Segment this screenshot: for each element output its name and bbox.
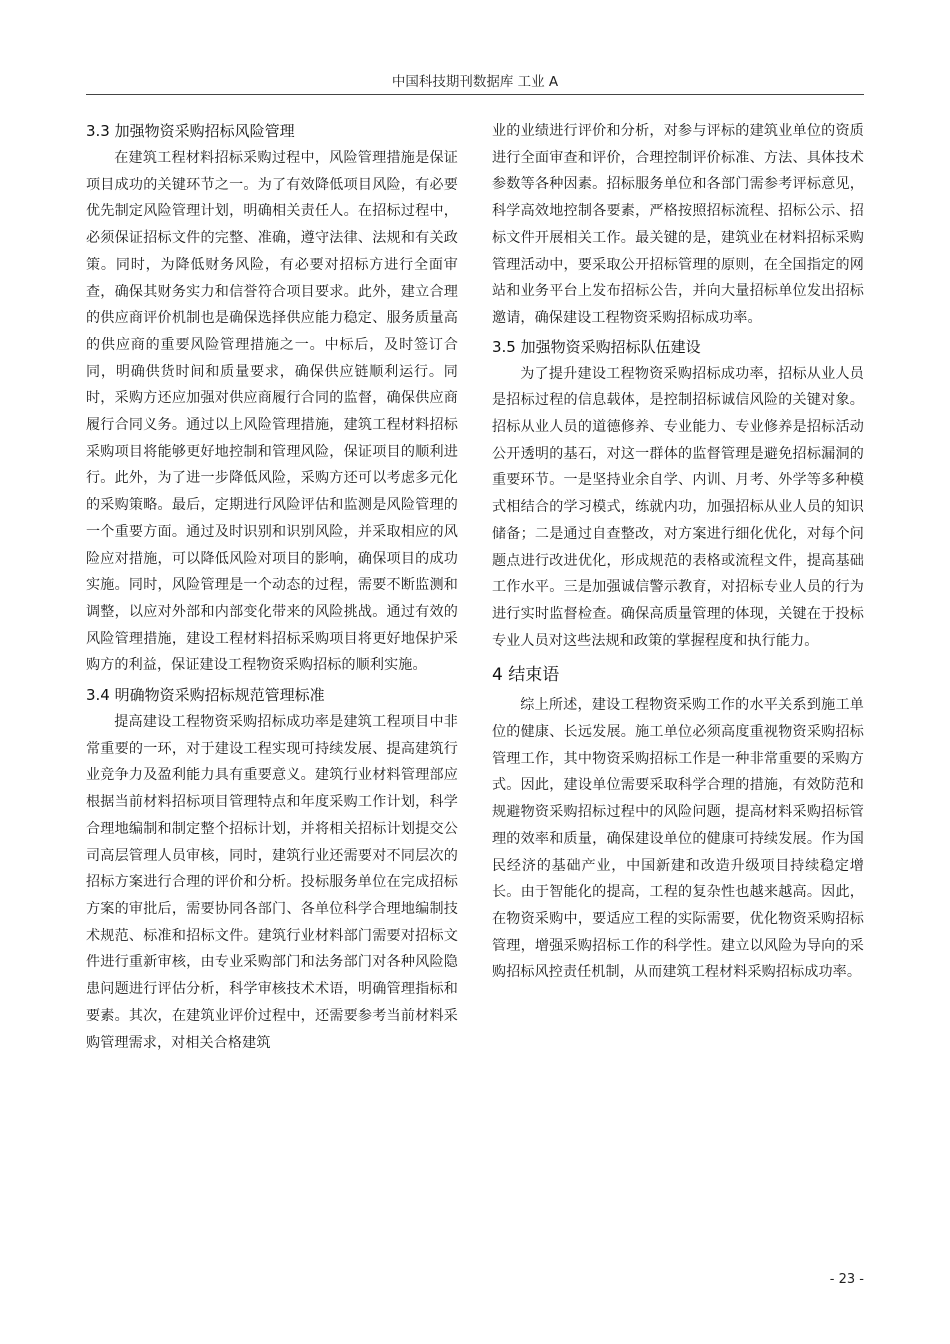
section-3-5-paragraph: 为了提升建设工程物资采购招标成功率，招标从业人员是招标过程的信息载体，是控制招标诚信风险的关键对象。招标从业人员的道德修养、专业能力、专业修养是招标活动公开透明的基石，对这一群体的监督管理是避免招标漏洞的重要环节。一是坚持业余自学、内训、月考、外学等多种模式相结合的学习模式，练就内功，加强招标从业人员的知识储备；二是通过自查整改，对方案进行细化优化，对每个问题点进行改进优化，形成规范的表格或流程文件，提高基础工作水平。三是加强诚信警示教育，对招标专业人员的行为进行实时监督检查。确保高质量管理的体现，关键在于投标专业人员对这些法规和政策的掌握程度和执行能力。 [492, 365, 864, 649]
section-4-heading: 4 结束语 [492, 665, 560, 686]
section-3-4-paragraph: 提高建设工程物资采购招标成功率是建筑工程项目中非常重要的一环，对于建设工程实现可持续发展、提高建筑行业竞争力及盈利能力具有重要意义。建筑行业材料管理部应根据当前材料招标项目管理特点和年度采购工作计划，科学合理地编制和制定整个招标计划，并将相关招标计划提交公司高层管理人员审核，同时，建筑行业还需要对不同层次的招标方案进行合理的评价和分析。投标服务单位在完成招标方案的审批后，需要协同各部门、各单位科学合理地编制技术规范、标准和招标文件。建筑行业材料部门需要对招标文件进行重新审核，由专业采购部门和法务部门对各种风险隐患问题进行评估分析，科学审核技术术语，明确管理指标和要素。其次，在建筑业评价过程中，还需要参考当前材料采购管理需求，对相关合格建筑 [86, 714, 458, 1051]
section-3-4-heading: 3.4 明确物资采购招标规范管理标准 [86, 686, 325, 705]
left-column [86, 118, 458, 1056]
header-divider [86, 94, 864, 95]
section-4-paragraph: 综上所述，建设工程物资采购工作的水平关系到施工单位的健康、长远发展。施工单位必须高度重视物资采购招标管理工作，其中物资采购招标工作是一种非常重要的采购方式。因此，建设单位需要采取科学合理的措施，有效防范和规避物资采购招标过程中的风险问题，提高材料采购招标管理的效率和质量，确保建设单位的健康可持续发展。作为国民经济的基础产业，中国新建和改造升级项目持续稳定增长。由于智能化的提高，工程的复杂性也越来越高。因此，在物资采购中，要适应工程的实际需要，优化物资采购招标管理，增强采购招标工作的科学性。建立以风险为导向的采购招标风控责任机制，从而建筑工程材料采购招标成功率。 [492, 697, 864, 981]
section-3-4-continued-paragraph: 业的业绩进行评价和分析，对参与评标的建筑业单位的资质进行全面审查和评价，合理控制评价标准、方法、具体技术参数等各种因素。招标服务单位和各部门需参考评标意见，科学高效地控制各要素，严格按照招标流程、招标公示、招标文件开展相关工作。最关键的是，建筑业在材料招标采购管理活动中，要采取公开招标管理的原则，在全国指定的网站和业务平台上发布招标公告，并向大量招标单位发出招标邀请，确保建设工程物资采购招标成功率。 [492, 123, 864, 326]
section-3-5-heading: 3.5 加强物资采购招标队伍建设 [492, 337, 701, 356]
page-number: - 23 - [829, 1272, 864, 1287]
section-3-3-paragraph: 在建筑工程材料招标采购过程中，风险管理措施是保证项目成功的关键环节之一。为了有效降低项目风险，有必要优先制定风险管理计划，明确相关责任人。在招标过程中，必须保证招标文件的完整、准确，遵守法律、法规和有关政策。同时，为降低财务风险，有必要对招标方进行全面审查，确保其财务实力和信誉符合项目要求。此外，建立合理的供应商评价机制也是确保选择供应能力稳定、服务质量高的供应商的重要风险管理措施之一。中标后，及时签订合同，明确供货时间和质量要求，确保供应链顺利运行。同时，采购方还应加强对供应商履行合同的监督，确保供应商履行合同义务。通过以上风险管理措施，建筑工程材料招标采购项目将能够更好地控制和管理风险，保证项目的顺利进行。此外，为了进一步降低风险，采购方还可以考虑多元化的采购策略。最后，定期进行风险评估和监测是风险管理的一个重要方面。通过及时识别和识别风险，并采取相应的风险应对措施，可以降低风险对项目的影响，确保项目的成功实施。同时，风险管理是一个动态的过程，需要不断监测和调整，以应对外部和内部变化带来的风险挑战。通过有效的风险管理措施，建设工程材料招标采购项目将更好地保护采购方的利益，保证建设工程物资采购招标的顺利实施。 [86, 150, 458, 674]
right-column [492, 118, 864, 986]
journal-header: 中国科技期刊数据库 工业 A [391, 74, 559, 90]
section-3-3-heading: 3.3 加强物资采购招标风险管理 [86, 122, 295, 140]
